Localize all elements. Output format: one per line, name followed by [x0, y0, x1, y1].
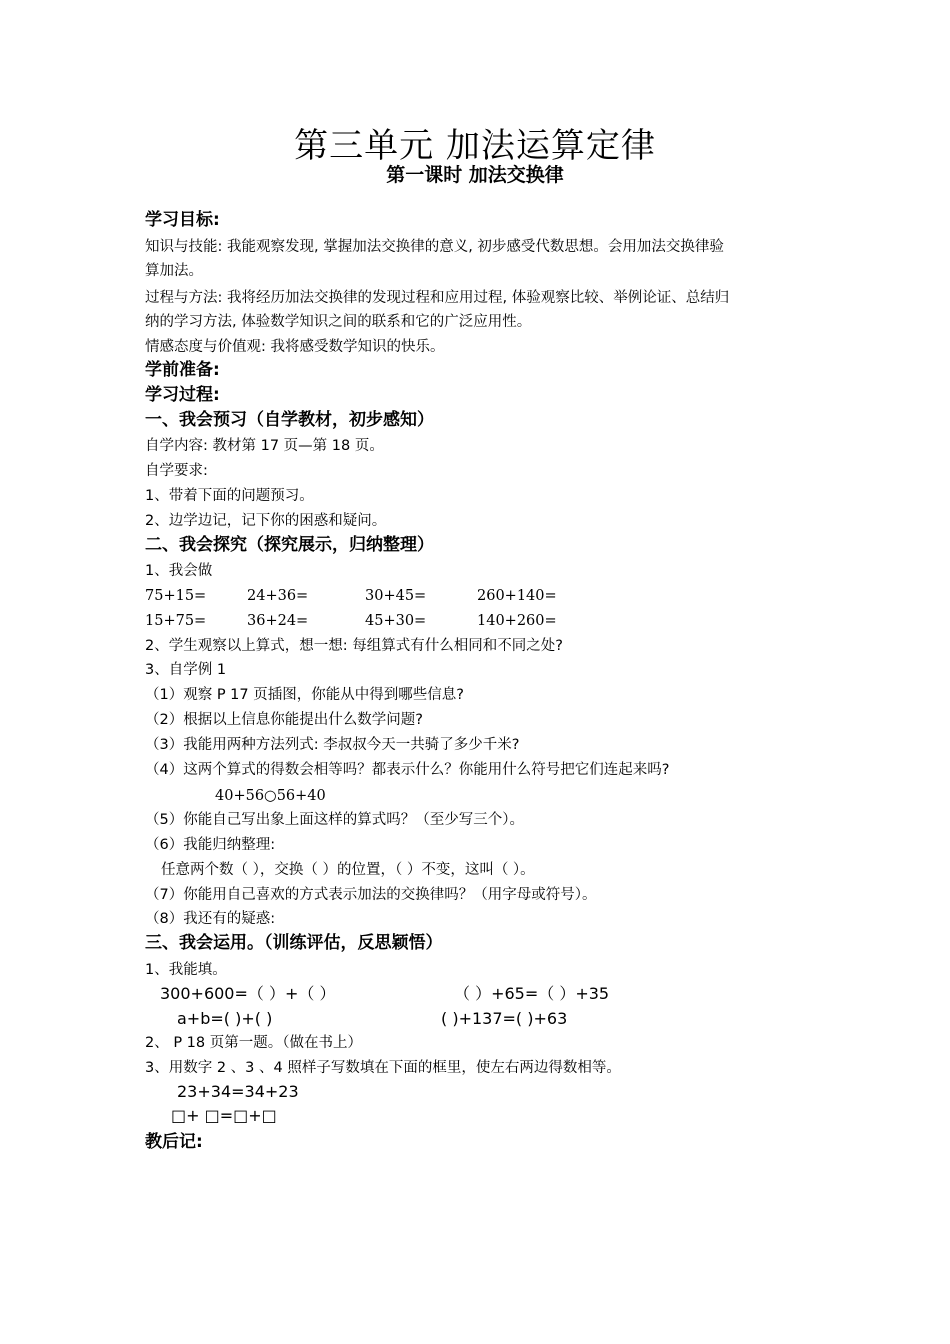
section-1-heading: 一、我会预习（自学教材，初步感知）: [145, 410, 434, 430]
box-equation: □+ □=□+□: [171, 1106, 277, 1125]
section-2-heading: 二、我会探究（探究展示，归纳整理）: [145, 535, 434, 555]
goal-knowledge-line-2: 算加法。: [145, 263, 203, 279]
self-study-requirements: 自学要求:: [145, 463, 208, 479]
apply-question-1: 1、我能填。: [145, 962, 227, 978]
requirement-2: 2、边学边记，记下你的困惑和疑问。: [145, 513, 387, 529]
goal-method-line-1: 过程与方法: 我将经历加法交换律的发现过程和应用过程, 体验观察比较、举例论证、总结归: [145, 290, 730, 306]
calc-row2-col2: 36+24=: [247, 613, 309, 629]
calc-row2-col3: 45+30=: [365, 613, 427, 629]
goal-method-line-2: 纳的学习方法, 体验数学知识之间的联系和它的广泛应用性。: [145, 314, 532, 330]
prompt-6: （6）我能归纳整理:: [145, 837, 276, 853]
calc-row1-col2: 24+36=: [247, 588, 309, 604]
fill-in-definition: 任意两个数（ ），交换（ ）的位置，（ ）不变，这叫（ ）。: [161, 862, 535, 878]
prep-heading: 学前准备:: [145, 360, 220, 380]
prompt-5: （5）你能自己写出象上面这样的算式吗？（至少写三个）。: [145, 812, 524, 828]
fill-equation-2b: ( )+137=( )+63: [441, 1009, 568, 1028]
calc-row2-col1: 15+75=: [145, 613, 207, 629]
prompt-2: （2）根据以上信息你能提出什么数学问题?: [145, 712, 423, 728]
apply-question-3: 3、用数字 2 、3 、4 照样子写数填在下面的框里，使左右两边得数相等。: [145, 1060, 621, 1076]
goal-knowledge-line-1: 知识与技能: 我能观察发现, 掌握加法交换律的意义, 初步感受代数思想。会用加法交换律验: [145, 239, 724, 255]
prompt-7: （7）你能用自己喜欢的方式表示加法的交换律吗？（用字母或符号）。: [145, 887, 597, 903]
requirement-1: 1、带着下面的问题预习。: [145, 488, 314, 504]
goals-heading: 学习目标:: [145, 210, 220, 230]
prompt-3: （3）我能用两种方法列式: 李叔叔今天一共骑了多少千米?: [145, 737, 520, 753]
calc-row1-col4: 260+140=: [477, 588, 557, 604]
calc-row2-col4: 140+260=: [477, 613, 557, 629]
apply-question-2: 2、 P 18 页第一题。（做在书上）: [145, 1035, 362, 1051]
page-subtitle: 第一课时 加法交换律: [386, 164, 564, 186]
self-study-content: 自学内容: 教材第 17 页—第 18 页。: [145, 438, 384, 454]
prompt-1: （1）观察 P 17 页插图，你能从中得到哪些信息?: [145, 687, 464, 703]
calc-row1-col1: 75+15=: [145, 588, 207, 604]
prompt-4: （4）这两个算式的得数会相等吗？都表示什么？你能用什么符号把它们连起来吗?: [145, 762, 670, 778]
question-2: 2、学生观察以上算式，想一想: 每组算式有什么相同和不同之处?: [145, 638, 563, 654]
page-title: 第三单元 加法运算定律: [294, 126, 656, 166]
exercise-do: 1、我会做: [145, 563, 213, 579]
after-class-notes-heading: 教后记:: [145, 1132, 203, 1152]
section-3-heading: 三、我会运用。（训练评估，反思颖悟）: [145, 933, 443, 953]
fill-equation-2a: a+b=( )+( ): [177, 1009, 273, 1028]
goal-emotion: 情感态度与价值观: 我将感受数学知识的快乐。: [145, 339, 445, 355]
compare-equation: 40+56○56+40: [215, 788, 326, 804]
process-heading: 学习过程:: [145, 385, 220, 405]
fill-equation-1b: （ ）+65=（ ）+35: [454, 984, 610, 1003]
calc-row1-col3: 30+45=: [365, 588, 427, 604]
prompt-8: （8）我还有的疑惑:: [145, 911, 276, 927]
fill-equation-1a: 300+600=（ ）+（ ）: [160, 984, 336, 1003]
question-3: 3、自学例 1: [145, 662, 227, 678]
example-equation: 23+34=34+23: [177, 1082, 299, 1101]
